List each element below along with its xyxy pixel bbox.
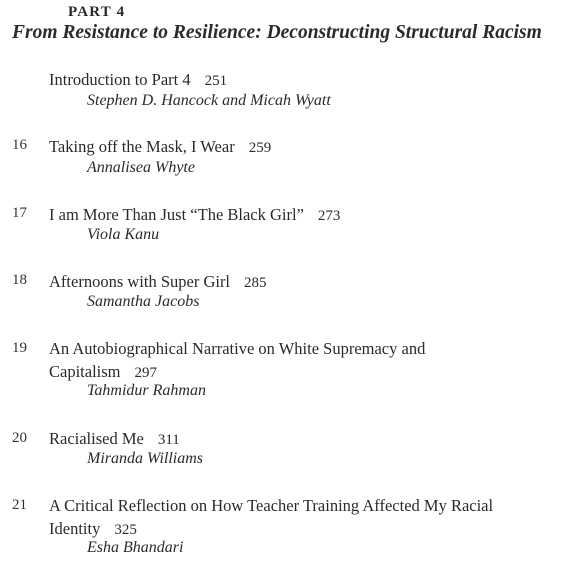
- chapter-title[interactable]: [49, 135, 519, 160]
- chapter-number: 18: [12, 272, 27, 288]
- chapter-title-text: An Autobiographical Narrative on White Supremacy and Capitalism: [49, 339, 426, 381]
- page-number: 273: [317, 208, 341, 224]
- chapter-author: Annalisea Whyte: [87, 159, 195, 176]
- chapter-title-text: Racialised Me: [49, 429, 144, 448]
- chapter-title[interactable]: [49, 494, 519, 542]
- chapter-author: Viola Kanu: [87, 226, 160, 243]
- chapter-title[interactable]: [49, 427, 519, 452]
- chapter-title-text: Taking off the Mask, I Wear: [49, 137, 235, 156]
- chapter-title[interactable]: [49, 337, 519, 385]
- chapter-title-text: A Critical Reflection on How Teacher Training Affected My Racial Identity: [49, 496, 494, 538]
- page-number: 285: [244, 275, 267, 291]
- part-label: PART 4: [68, 4, 126, 20]
- chapter-title[interactable]: [49, 203, 519, 228]
- chapter-title-text: Introduction to Part 4: [49, 70, 191, 89]
- page-number: 251: [204, 73, 228, 89]
- part-title: From Resistance to Resilience: Deconstructing Structural Racism: [12, 22, 542, 43]
- chapter-title-text: I am More Than Just “The Black Girl”: [49, 205, 304, 224]
- page-number: 311: [157, 432, 180, 448]
- chapter-author: Miranda Williams: [87, 450, 204, 467]
- chapter-number: 16: [12, 137, 27, 153]
- chapter-title[interactable]: [49, 270, 519, 295]
- chapter-number: 21: [12, 497, 27, 513]
- chapter-title[interactable]: [49, 68, 519, 93]
- chapter-number: 19: [12, 340, 27, 356]
- chapter-author: Esha Bhandari: [87, 539, 184, 556]
- chapter-author: Samantha Jacobs: [87, 293, 200, 310]
- page-number: 297: [134, 365, 157, 381]
- page-number: 325: [114, 522, 137, 538]
- chapter-number: 20: [12, 430, 27, 446]
- chapter-author: Tahmidur Rahman: [87, 382, 206, 399]
- page-number: 259: [248, 140, 272, 156]
- chapter-number: 17: [12, 205, 27, 221]
- chapter-author: Stephen D. Hancock and Micah Wyatt: [87, 92, 331, 109]
- chapter-title-text: Afternoons with Super Girl: [49, 272, 231, 291]
